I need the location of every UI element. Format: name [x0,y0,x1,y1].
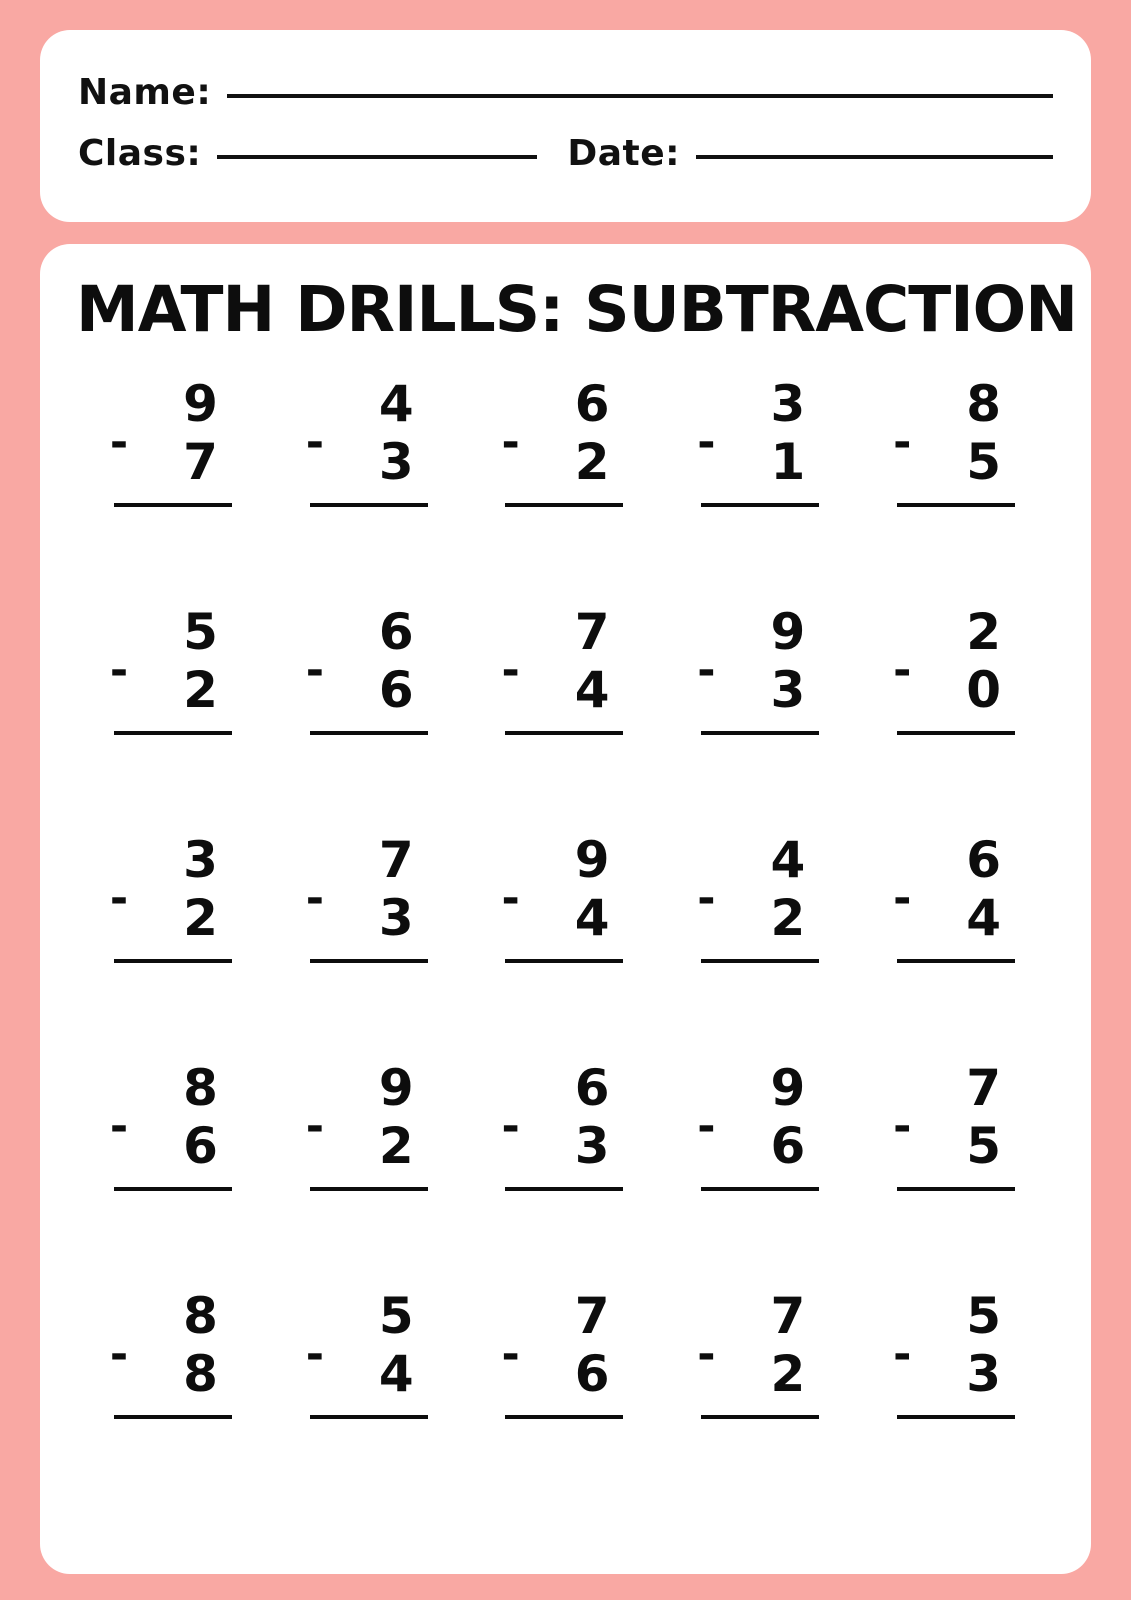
subtrahend: 3 [378,889,414,947]
problem-item [663,1051,859,1279]
problem-item [76,367,272,595]
operator-symbol: - [501,873,520,924]
operator-symbol: - [305,1329,324,1380]
minuend: 8 [183,1287,218,1345]
problem-item [272,1279,468,1507]
operator-symbol: - [893,645,912,696]
subtrahend: 6 [574,1345,610,1403]
minuend: 7 [966,1059,1002,1117]
problem-item [859,823,1055,1051]
problem-item [859,1051,1055,1279]
operator-symbol: - [893,1329,912,1380]
student-info-card [40,30,1091,222]
problem-item [663,367,859,595]
answer-line[interactable] [310,1415,428,1419]
minuend: 5 [966,1287,1002,1345]
answer-line[interactable] [114,959,232,963]
operator-symbol: - [697,645,716,696]
operator-symbol: - [305,645,324,696]
operator-symbol: - [697,873,716,924]
date-field-input[interactable] [696,155,1053,159]
problem-item [468,1051,664,1279]
answer-line[interactable] [701,1415,819,1419]
date-field-label: Date: [567,133,681,174]
minuend: 8 [183,1059,218,1117]
subtrahend: 4 [378,1345,414,1403]
operator-symbol: - [893,417,912,468]
subtrahend: 2 [574,433,610,491]
subtrahend: 2 [183,661,218,719]
minuend: 9 [183,375,218,433]
subtrahend: 2 [183,889,218,947]
operator-symbol: - [305,417,324,468]
minuend: 4 [770,831,806,889]
subtrahend: 8 [183,1345,218,1403]
problem-grid [76,367,1055,1507]
subtrahend: 0 [966,661,1002,719]
subtrahend: 2 [378,1117,414,1175]
subtrahend: 2 [770,889,806,947]
operator-symbol: - [305,1101,324,1152]
subtrahend: 4 [966,889,1002,947]
answer-line[interactable] [114,503,232,507]
operator-symbol: - [109,417,129,468]
problem-item [272,1051,468,1279]
answer-line[interactable] [701,731,819,735]
operator-symbol: - [305,873,324,924]
answer-line[interactable] [310,1187,428,1191]
name-field-row [78,72,1053,113]
minuend: 5 [378,1287,414,1345]
problem-item [468,595,664,823]
minuend: 3 [183,831,218,889]
minuend: 7 [574,603,610,661]
minuend: 5 [183,603,218,661]
class-field-label: Class: [78,133,202,174]
operator-symbol: - [501,645,520,696]
operator-symbol: - [109,645,129,696]
minuend: 4 [378,375,414,433]
operator-symbol: - [501,1329,520,1380]
name-field-label: Name: [78,72,212,113]
page-title: MATH DRILLS: SUBTRACTION [76,273,1077,346]
subtrahend: 5 [966,1117,1002,1175]
answer-line[interactable] [897,503,1015,507]
operator-symbol: - [893,1101,912,1152]
problem-item [76,823,272,1051]
operator-symbol: - [893,873,912,924]
operator-symbol: - [501,417,520,468]
minuend: 9 [574,831,610,889]
problem-item [76,1279,272,1507]
answer-line[interactable] [114,731,232,735]
problem-item [663,595,859,823]
operator-symbol: - [501,1101,520,1152]
subtrahend: 3 [574,1117,610,1175]
subtrahend: 3 [770,661,806,719]
problem-item [859,1279,1055,1507]
answer-line[interactable] [505,731,623,735]
answer-line[interactable] [505,1187,623,1191]
answer-line[interactable] [897,731,1015,735]
minuend: 6 [966,831,1002,889]
minuend: 7 [574,1287,610,1345]
problem-item [272,823,468,1051]
minuend: 9 [770,1059,806,1117]
problem-item [468,367,664,595]
subtrahend: 6 [183,1117,218,1175]
operator-symbol: - [697,1329,716,1380]
subtrahend: 4 [574,889,610,947]
answer-line[interactable] [701,503,819,507]
subtrahend: 2 [770,1345,806,1403]
problem-item [859,595,1055,823]
answer-line[interactable] [505,503,623,507]
answer-line[interactable] [897,1415,1015,1419]
answer-line[interactable] [897,959,1015,963]
problem-item [76,595,272,823]
subtrahend: 4 [574,661,610,719]
subtrahend: 7 [183,433,218,491]
operator-symbol: - [697,417,716,468]
problem-item [76,1051,272,1279]
minuend: 2 [966,603,1002,661]
minuend: 7 [378,831,414,889]
subtrahend: 6 [770,1117,806,1175]
operator-symbol: - [109,873,129,924]
operator-symbol: - [697,1101,716,1152]
problem-item [468,1279,664,1507]
answer-line[interactable] [310,959,428,963]
subtrahend: 3 [378,433,414,491]
answer-line[interactable] [505,959,623,963]
answer-line[interactable] [701,1187,819,1191]
answer-line[interactable] [505,1415,623,1419]
answer-line[interactable] [114,1187,232,1191]
operator-symbol: - [109,1329,129,1380]
answer-line[interactable] [114,1415,232,1419]
minuend: 6 [574,1059,610,1117]
answer-line[interactable] [701,959,819,963]
minuend: 3 [770,375,806,433]
class-field-input[interactable] [217,155,537,159]
minuend: 6 [574,375,610,433]
minuend: 9 [378,1059,414,1117]
problem-item [663,1279,859,1507]
class-date-field-row [78,133,1053,174]
problem-item [272,367,468,595]
subtrahend: 3 [966,1345,1002,1403]
worksheet-card [40,244,1091,1574]
operator-symbol: - [109,1101,129,1152]
minuend: 7 [770,1287,806,1345]
problem-item [272,595,468,823]
name-field-input[interactable] [227,94,1053,98]
problem-item [468,823,664,1051]
minuend: 8 [966,375,1002,433]
subtrahend: 6 [378,661,414,719]
subtrahend: 5 [966,433,1002,491]
answer-line[interactable] [310,731,428,735]
minuend: 6 [378,603,414,661]
problem-item [859,367,1055,595]
problem-item [663,823,859,1051]
subtrahend: 1 [770,433,806,491]
minuend: 9 [770,603,806,661]
answer-line[interactable] [897,1187,1015,1191]
answer-line[interactable] [310,503,428,507]
